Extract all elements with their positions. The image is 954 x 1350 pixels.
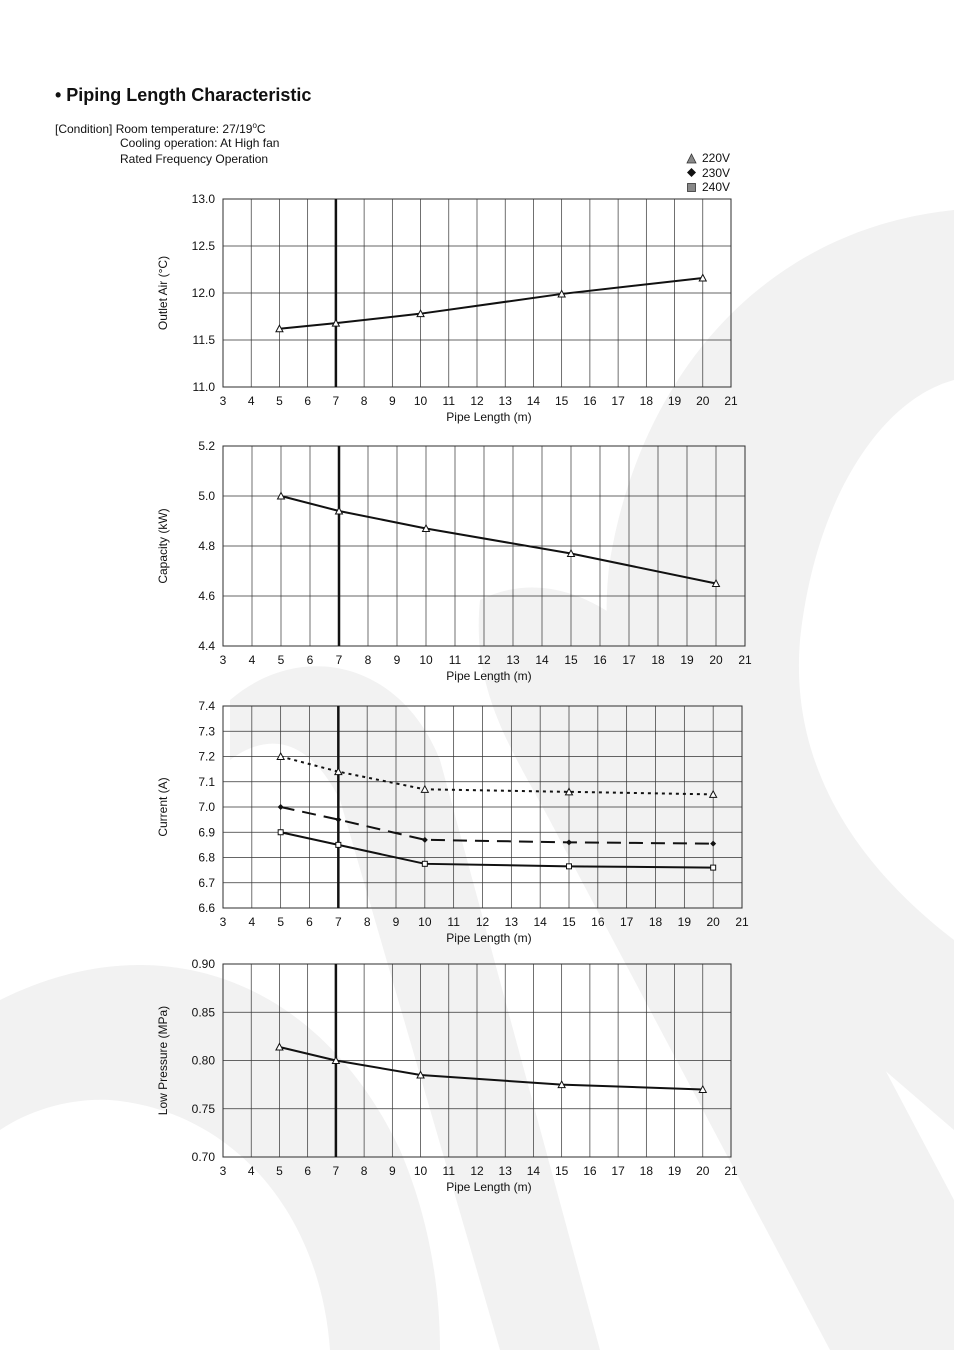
series-line <box>281 832 714 867</box>
x-tick-label: 16 <box>591 915 605 929</box>
x-tick-label: 10 <box>419 653 433 667</box>
legend-label: 220V <box>702 151 731 165</box>
y-tick-label: 6.7 <box>198 875 215 890</box>
x-tick-label: 17 <box>622 653 636 667</box>
x-tick-label: 4 <box>247 1164 255 1178</box>
x-tick-label: 16 <box>583 1164 597 1178</box>
y-tick-label: 7.4 <box>198 699 215 713</box>
x-tick-label: 15 <box>564 653 578 667</box>
x-tick-label: 21 <box>724 394 738 408</box>
x-tick-label: 3 <box>219 394 227 408</box>
series-line <box>279 1047 702 1089</box>
x-tick-label: 4 <box>248 915 256 929</box>
x-tick-label: 11 <box>447 915 460 929</box>
x-tick-label: 6 <box>306 915 313 929</box>
y-tick-label: 6.6 <box>198 901 215 915</box>
x-tick-label: 11 <box>442 394 456 408</box>
x-tick-label: 21 <box>738 653 752 667</box>
x-tick-label: 3 <box>219 1164 227 1178</box>
y-tick-label: 6.9 <box>198 825 215 840</box>
y-tick-label: 0.70 <box>191 1150 215 1164</box>
y-tick-label: 7.1 <box>198 774 215 789</box>
x-tick-label: 5 <box>276 394 283 408</box>
y-tick-label: 7.3 <box>198 724 215 739</box>
series-line <box>281 807 714 844</box>
x-tick-label: 20 <box>696 394 710 408</box>
x-tick-label: 4 <box>247 394 255 408</box>
diamond-point <box>710 841 716 847</box>
x-tick-label: 14 <box>526 1164 541 1178</box>
y-axis-label: Outlet Air (°C) <box>156 255 170 331</box>
y-tick-label: 0.85 <box>191 1005 215 1020</box>
x-tick-label: 21 <box>724 1164 738 1178</box>
x-tick-label: 12 <box>477 653 491 667</box>
y-tick-label: 5.0 <box>198 489 215 503</box>
y-tick-label: 4.4 <box>198 639 215 653</box>
page-title: • Piping Length Characteristic <box>55 85 312 105</box>
x-tick-label: 16 <box>593 653 607 667</box>
x-tick-label: 16 <box>583 394 597 408</box>
x-tick-label: 11 <box>448 653 462 667</box>
x-tick-label: 8 <box>360 1164 368 1178</box>
x-tick-label: 9 <box>393 653 401 667</box>
triangle-point <box>710 791 717 798</box>
x-tick-label: 19 <box>667 1164 682 1178</box>
diamond-point <box>335 817 341 823</box>
x-tick-label: 9 <box>388 1164 396 1178</box>
series-line <box>281 757 714 795</box>
condition-line-2: Cooling operation: At High fan <box>120 136 280 150</box>
square-point <box>711 865 716 870</box>
y-tick-label: 4.8 <box>198 539 215 553</box>
x-tick-label: 17 <box>611 394 625 408</box>
x-tick-label: 20 <box>706 915 720 929</box>
y-tick-label: 0.80 <box>191 1053 215 1068</box>
x-tick-label: 8 <box>360 394 368 408</box>
x-tick-label: 14 <box>535 653 549 667</box>
x-tick-label: 12 <box>475 915 490 929</box>
x-tick-label: 17 <box>619 915 634 929</box>
legend-label: 240V <box>702 180 731 194</box>
x-axis-label: Pipe Length (m) <box>446 669 532 683</box>
y-axis-label: Capacity (kW) <box>156 508 170 584</box>
x-tick-label: 3 <box>219 915 227 929</box>
x-tick-label: 15 <box>554 394 569 408</box>
x-tick-label: 20 <box>696 1164 710 1178</box>
x-tick-label: 13 <box>504 915 519 929</box>
x-tick-label: 19 <box>667 394 682 408</box>
y-tick-label: 7.2 <box>198 749 215 764</box>
x-tick-label: 6 <box>306 653 314 667</box>
x-tick-label: 10 <box>413 394 428 408</box>
x-tick-label: 18 <box>639 1164 654 1178</box>
y-axis-label: Low Pressure (MPa) <box>156 1005 170 1116</box>
y-tick-label: 11.5 <box>192 333 215 347</box>
diamond-point <box>566 839 572 845</box>
triangle-point <box>421 786 428 793</box>
x-tick-label: 8 <box>364 653 372 667</box>
degree-sign: o <box>252 121 257 130</box>
x-tick-label: 5 <box>277 653 285 667</box>
x-tick-label: 7 <box>332 394 340 408</box>
x-tick-label: 13 <box>498 394 512 408</box>
x-tick-label: 11 <box>442 1164 456 1178</box>
x-tick-label: 3 <box>219 653 227 667</box>
diamond-point <box>422 837 428 843</box>
x-tick-label: 4 <box>248 653 256 667</box>
x-tick-label: 7 <box>335 653 343 667</box>
x-tick-label: 7 <box>332 1164 340 1178</box>
x-tick-label: 19 <box>677 915 692 929</box>
x-tick-label: 6 <box>304 1164 312 1178</box>
series-line <box>279 278 702 329</box>
square-point <box>278 830 283 835</box>
x-tick-label: 18 <box>639 394 654 408</box>
x-tick-label: 18 <box>648 915 663 929</box>
square-point <box>567 864 572 869</box>
y-tick-label: 12.0 <box>191 286 215 300</box>
x-tick-label: 15 <box>562 915 576 929</box>
y-tick-label: 0.75 <box>191 1101 215 1116</box>
y-tick-label: 12.5 <box>191 239 215 253</box>
x-tick-label: 18 <box>651 653 665 667</box>
x-tick-label: 14 <box>533 915 547 929</box>
y-tick-label: 7.0 <box>198 800 215 814</box>
x-tick-label: 10 <box>413 1164 428 1178</box>
x-tick-label: 13 <box>498 1164 512 1178</box>
x-tick-label: 14 <box>526 394 541 408</box>
x-axis-label: Pipe Length (m) <box>446 410 532 424</box>
x-tick-label: 13 <box>506 653 520 667</box>
x-tick-label: 17 <box>611 1164 625 1178</box>
y-axis-label: Current (A) <box>156 777 170 837</box>
x-axis-label: Pipe Length (m) <box>446 931 532 945</box>
x-tick-label: 12 <box>470 394 484 408</box>
x-tick-label: 21 <box>735 915 749 929</box>
y-tick-label: 6.8 <box>198 850 215 865</box>
series-line <box>281 496 716 584</box>
x-tick-label: 10 <box>418 915 432 929</box>
y-tick-label: 5.2 <box>198 439 215 453</box>
x-tick-label: 19 <box>680 653 694 667</box>
x-axis-label: Pipe Length (m) <box>446 1180 532 1194</box>
legend-label: 230V <box>702 165 731 180</box>
diamond-point <box>278 804 284 810</box>
x-tick-label: 20 <box>709 653 723 667</box>
x-tick-label: 8 <box>363 915 371 929</box>
y-tick-label: 4.6 <box>198 589 215 603</box>
condition-unit: C <box>256 122 266 136</box>
x-tick-label: 9 <box>392 915 400 929</box>
square-point <box>336 842 341 847</box>
condition-line-3: Rated Frequency Operation <box>120 152 269 166</box>
x-tick-label: 6 <box>304 394 312 408</box>
condition-room-temperature: [Condition] Room temperature: 27/19 <box>55 122 253 136</box>
x-tick-label: 7 <box>334 915 342 929</box>
x-tick-label: 5 <box>277 915 285 929</box>
y-tick-label: 11.0 <box>192 380 215 394</box>
y-tick-label: 0.90 <box>191 957 215 971</box>
square-point <box>422 861 427 866</box>
y-tick-label: 13.0 <box>191 192 215 206</box>
x-tick-label: 5 <box>276 1164 283 1178</box>
x-tick-label: 12 <box>470 1164 484 1178</box>
x-tick-label: 15 <box>554 1164 569 1178</box>
x-tick-label: 9 <box>388 394 396 408</box>
